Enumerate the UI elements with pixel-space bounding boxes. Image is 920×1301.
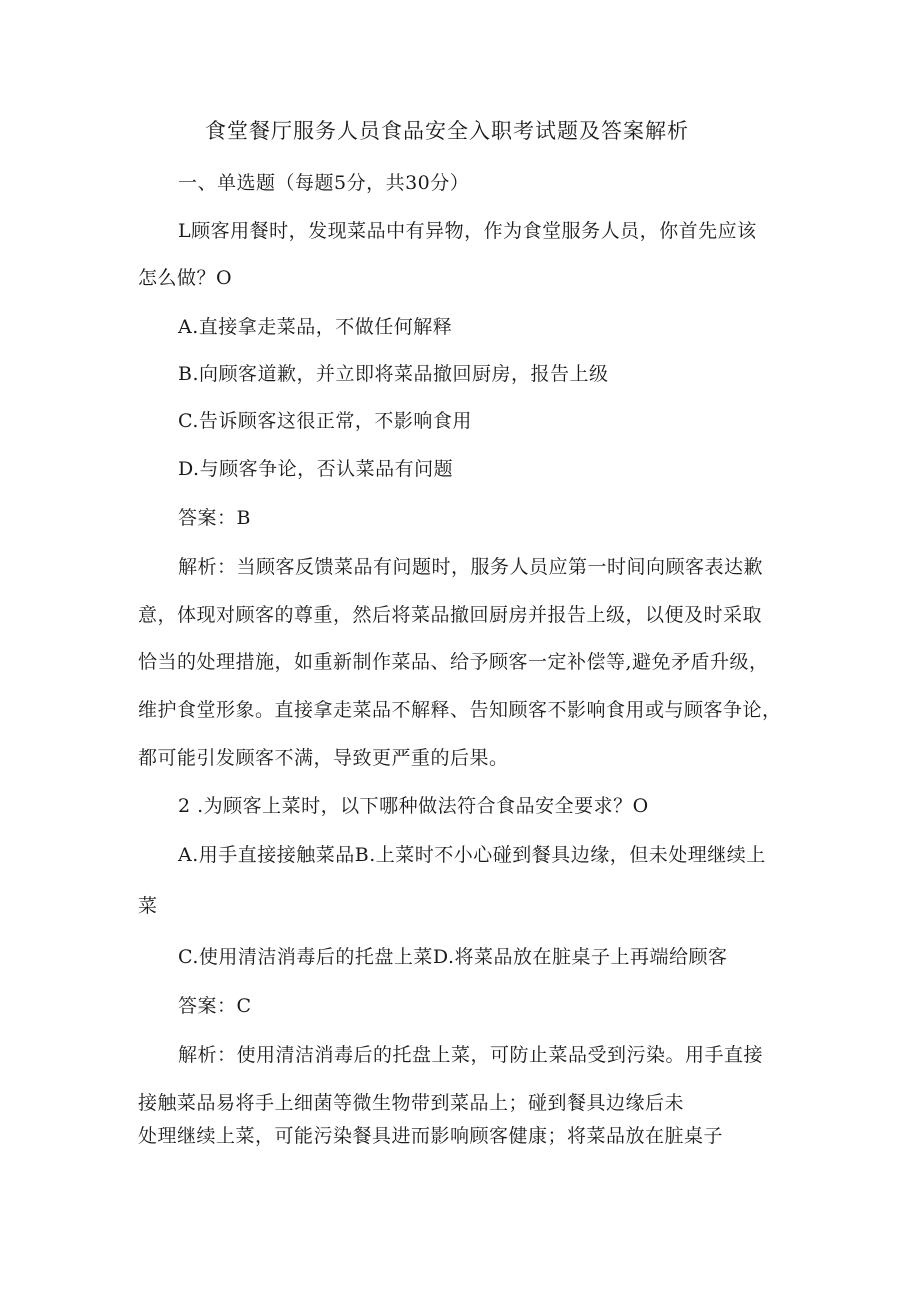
q1-option-b: B.向顾客道歉，并立即将菜品撤回厨房，报告上级: [178, 363, 609, 385]
q1-option-c: C.告诉顾客这很正常，不影响食用: [178, 410, 472, 432]
q1-answer: 答案：B: [178, 507, 251, 529]
q1-analysis-line1: 解析：当顾客反馈菜品有问题时，服务人员应第一时间向顾客表达歉: [178, 556, 764, 578]
q2-analysis-line3: 处理继续上菜，可能污染餐具进而影响顾客健康；将菜品放在脏桌子: [138, 1125, 724, 1147]
q2-options-cd: C.使用清洁消毒后的托盘上菜D.将菜品放在脏桌子上再端给顾客: [178, 946, 728, 968]
q2-analysis-line1: 解析：使用清洁消毒后的托盘上菜，可防止菜品受到污染。用手直接: [178, 1044, 764, 1066]
page-title: 食堂餐厅服务人员食品安全入职考试题及答案解析: [205, 119, 689, 143]
section-heading: 一、单选题（每题5分，共30分）: [178, 172, 470, 194]
q1-analysis-line3: 恰当的处理措施，如重新制作菜品、给予顾客一定补偿等,避免矛盾升级，: [138, 651, 769, 673]
q1-option-d: D.与顾客争论，否认菜品有问题: [178, 458, 454, 480]
q2-options-ab-line1: A.用手直接接触菜品B.上菜时不小心碰到餐具边缘，但未处理继续上: [178, 844, 766, 866]
q1-analysis-line2: 意，体现对顾客的尊重，然后将菜品撤回厨房并报告上级，以便及时采取: [138, 604, 763, 626]
q2-analysis-line2: 接触菜品易将手上细菌等微生物带到菜品上；碰到餐具边缘后未: [138, 1092, 685, 1114]
q1-analysis-line4: 维护食堂形象。直接拿走菜品不解释、告知顾客不影响食用或与顾客争论，: [138, 699, 782, 721]
q2-answer: 答案：C: [178, 995, 252, 1017]
q1-analysis-line5: 都可能引发顾客不满，导致更严重的后果。: [138, 747, 509, 769]
q2-stem: 2 .为顾客上菜时，以下哪种做法符合食品安全要求？O: [178, 795, 649, 817]
q1-stem-line1: L顾客用餐时，发现菜品中有异物，作为食堂服务人员，你首先应该: [178, 220, 757, 242]
q1-option-a: A.直接拿走菜品，不做任何解释: [178, 316, 453, 338]
q2-options-ab-line2: 菜: [138, 895, 158, 917]
q1-stem-line2: 怎么做？O: [138, 267, 233, 289]
